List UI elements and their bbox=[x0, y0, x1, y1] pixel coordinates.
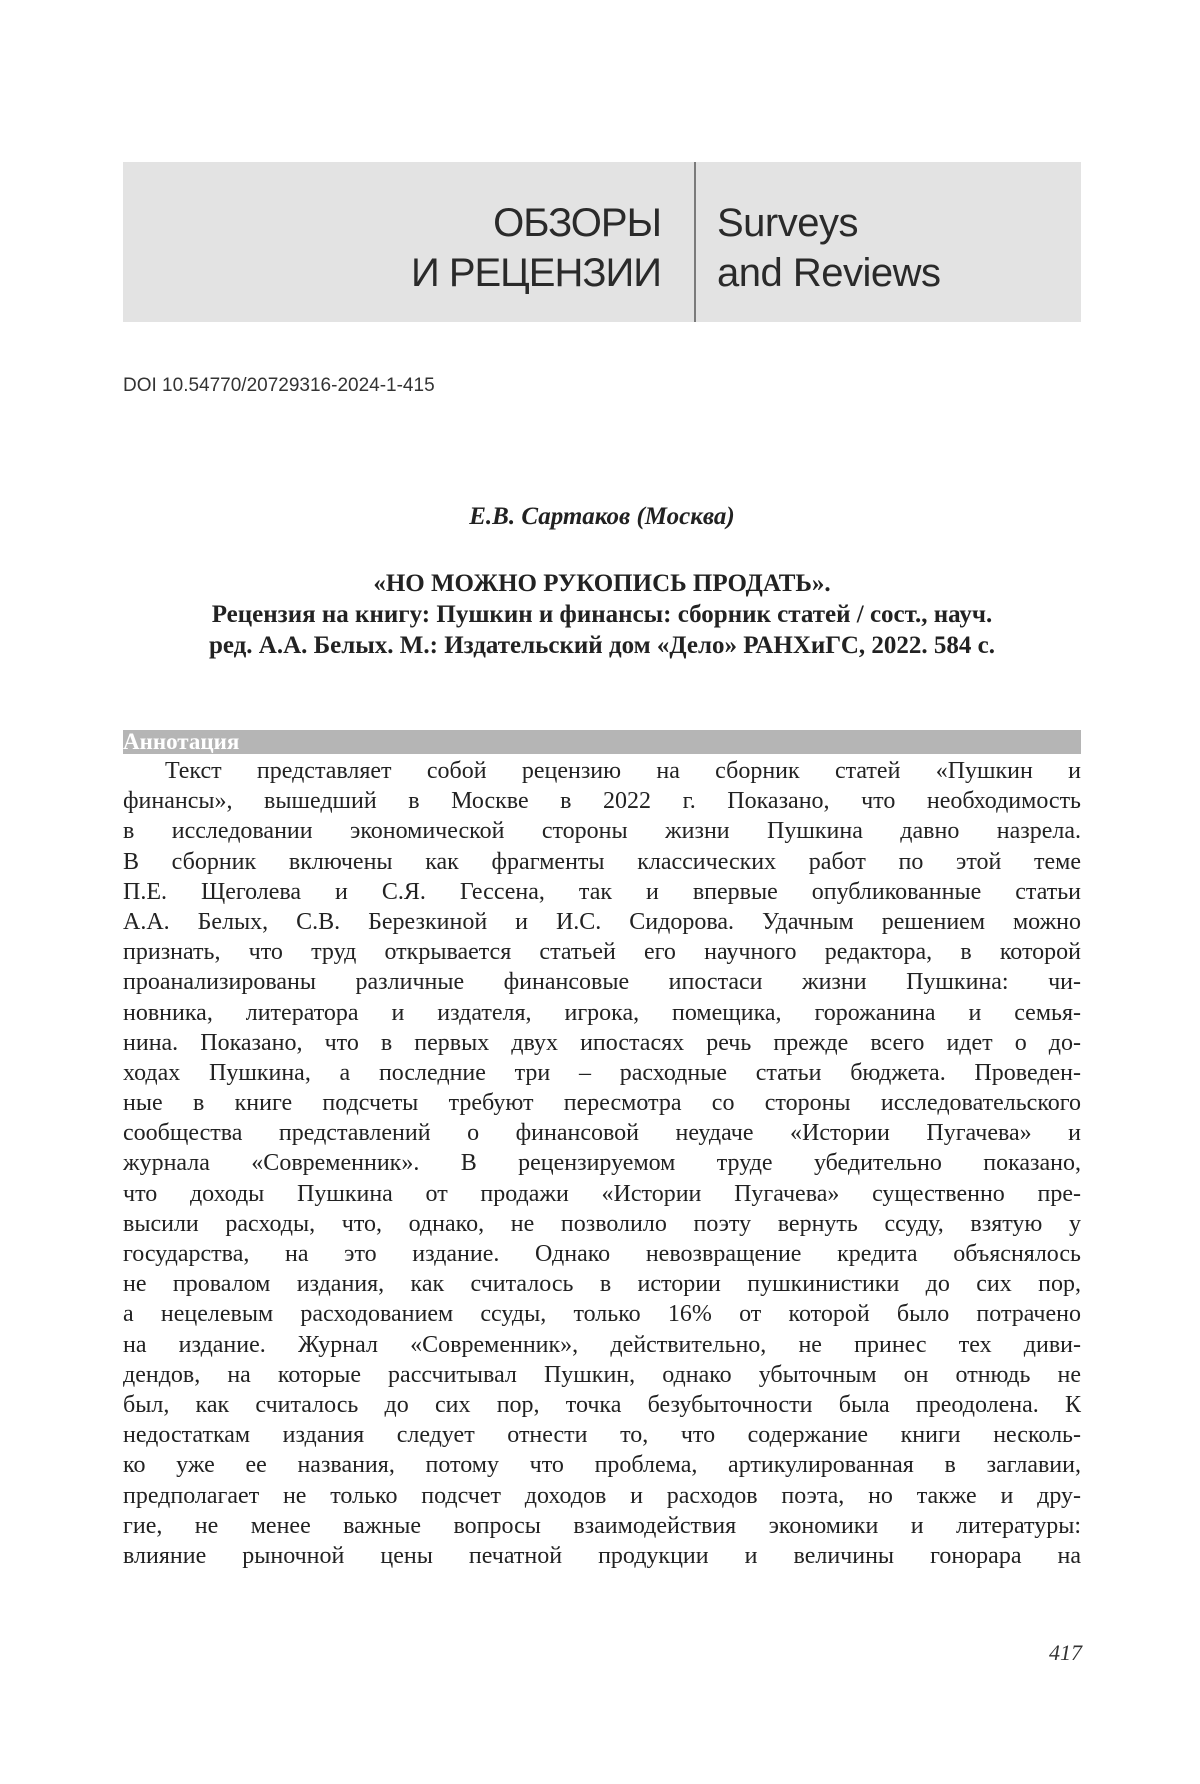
abstract-line: А.А. Белых, С.В. Березкиной и И.С. Сидорова. Удачным решением можно bbox=[123, 908, 1081, 935]
abstract-line: а нецелевым расходованием ссуды, только 16% от которой было потрачено bbox=[123, 1301, 1081, 1328]
abstract-line: новника, литератора и издателя, игрока, помещика, горожанина и семья- bbox=[123, 999, 1081, 1026]
section-title-ru-line1: ОБЗОРЫ bbox=[493, 201, 661, 245]
abstract-line: журнала «Современник». В рецензируемом труде убедительно показано, bbox=[123, 1150, 1081, 1177]
abstract-line: недостаткам издания следует отнести то, что содержание книги несколь- bbox=[123, 1422, 1081, 1449]
abstract-line: высили расходы, что, однако, не позволило поэту вернуть ссуду, взятую у bbox=[123, 1210, 1081, 1237]
section-title-ru bbox=[411, 198, 661, 298]
abstract-body bbox=[123, 756, 1081, 1571]
doi: DOI 10.54770/20729316-2024-1-415 bbox=[123, 375, 435, 396]
section-banner bbox=[123, 162, 1081, 322]
abstract-line: государства, на это издание. Однако невозвращение кредита объяснялось bbox=[123, 1241, 1081, 1267]
abstract-line: П.Е. Щеголева и С.Я. Гессена, так и впервые опубликованные статьи bbox=[123, 878, 1081, 905]
abstract-line: ко уже ее названия, потому что проблема, артикулированная в заглавии, bbox=[123, 1452, 1081, 1479]
abstract-line: дендов, на которые рассчитывал Пушкин, однако убыточным он отнюдь не bbox=[123, 1361, 1081, 1388]
abstract-line: проанализированы различные финансовые ипостаси жизни Пушкина: чи- bbox=[123, 969, 1081, 996]
section-title-en bbox=[717, 198, 941, 298]
abstract-line: в исследовании экономической стороны жизни Пушкина давно назрела. bbox=[123, 818, 1081, 845]
abstract-line: на издание. Журнал «Современник», действительно, не принес тех диви- bbox=[123, 1331, 1081, 1358]
abstract-line: что доходы Пушкина от продажи «Истории Пугачева» существенно пре- bbox=[123, 1180, 1081, 1207]
abstract-line: признать, что труд открывается статьей его научного редактора, в которой bbox=[123, 939, 1081, 966]
section-title-en-line2: and Reviews bbox=[717, 251, 941, 295]
abstract-line: был, как считалось до сих пор, точка безубыточности была преодолена. К bbox=[123, 1391, 1081, 1418]
abstract-line: Текст представляет собой рецензию на сборник статей «Пушкин и bbox=[165, 758, 1081, 784]
abstract-line: нина. Показано, что в первых двух ипостасях речь прежде всего идет о до- bbox=[123, 1029, 1081, 1056]
abstract-heading: Аннотация bbox=[123, 730, 1081, 754]
section-title-en-line1: Surveys bbox=[717, 201, 858, 245]
article-title bbox=[123, 568, 1081, 661]
abstract-line: не провалом издания, как считалось в истории пушкинистики до сих пор, bbox=[123, 1271, 1081, 1298]
section-title-ru-line2: И РЕЦЕНЗИИ bbox=[410, 251, 661, 295]
abstract-line: В сборник включены как фрагменты классических работ по этой теме bbox=[123, 848, 1081, 875]
abstract-line: ходах Пушкина, а последние три – расходные статьи бюджета. Проведен- bbox=[123, 1059, 1081, 1086]
author-line: Е.В. Сартаков (Москва) bbox=[469, 503, 735, 530]
abstract-line: сообщества представлений о финансовой неудаче «Истории Пугачева» и bbox=[123, 1120, 1081, 1147]
abstract-line: влияние рыночной цены печатной продукции и величины гонорара на bbox=[123, 1542, 1081, 1569]
banner-divider bbox=[694, 162, 696, 322]
abstract-line: предполагает не только подсчет доходов и расходов поэта, но также и дру- bbox=[123, 1482, 1081, 1509]
abstract-line: гие, не менее важные вопросы взаимодействия экономики и литературы: bbox=[123, 1512, 1081, 1539]
article-title-line3: ред. А.А. Белых. М.: Издательский дом «Дело» РАНХиГС, 2022. 584 с. bbox=[208, 632, 996, 659]
page-number: 417 bbox=[1049, 1640, 1082, 1665]
abstract-line: финансы», вышедший в Москве в 2022 г. Показано, что необходимость bbox=[123, 788, 1081, 815]
article-title-line2: Рецензия на книгу: Пушкин и финансы: сборник статей / сост., науч. bbox=[211, 601, 993, 628]
abstract-line: ные в книге подсчеты требуют пересмотра со стороны исследовательского bbox=[123, 1090, 1081, 1117]
article-title-line1: «НО МОЖНО РУКОПИСЬ ПРОДАТЬ». bbox=[373, 570, 831, 597]
